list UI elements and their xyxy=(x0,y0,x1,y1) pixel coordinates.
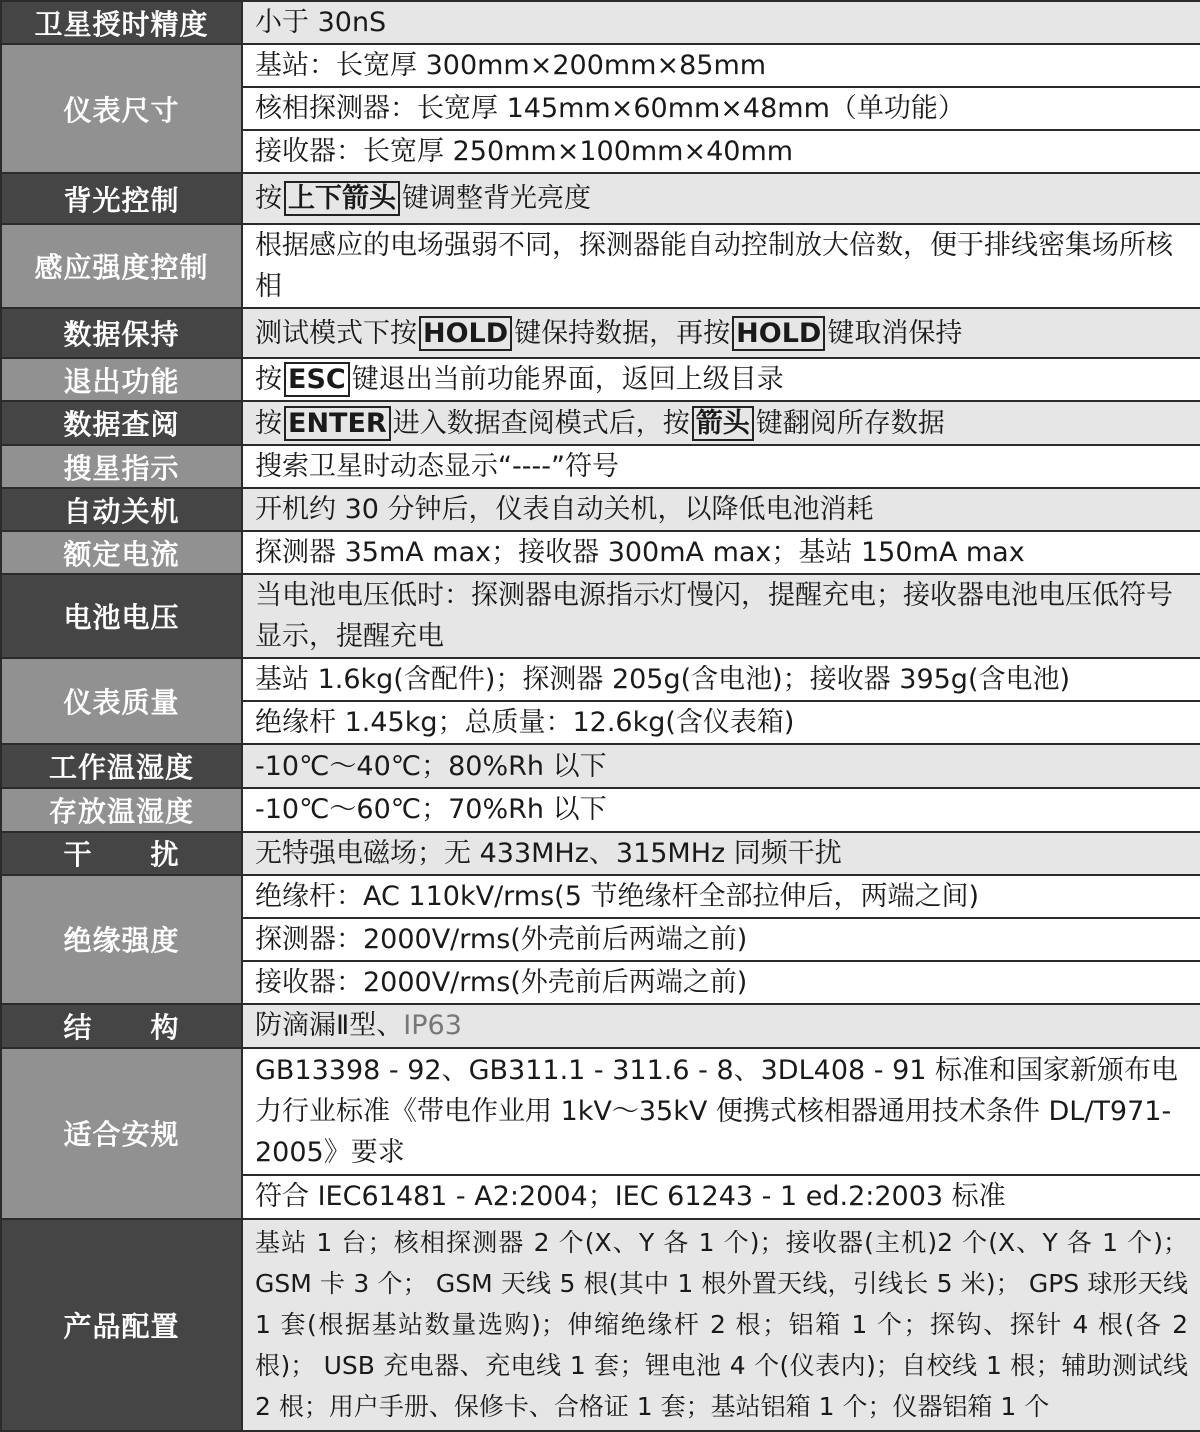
value-text: 防滴漏Ⅱ型、 xyxy=(255,1010,404,1042)
spec-table-body xyxy=(1,1,1200,1431)
spec-value xyxy=(242,1175,1200,1219)
value-text: 接收器：长宽厚 250mm×100mm×40mm xyxy=(255,136,794,168)
spec-value xyxy=(242,1048,1200,1175)
spec-value xyxy=(242,308,1200,358)
table-row xyxy=(1,358,1200,401)
table-row xyxy=(1,224,1200,308)
value-text: 键退出当前功能界面，返回上级目录 xyxy=(351,364,784,396)
spec-label: 仪表质量 xyxy=(1,658,242,744)
spec-label: 工作温湿度 xyxy=(1,744,242,788)
table-row xyxy=(1,1,1200,44)
value-text: 按 xyxy=(255,183,282,215)
table-row xyxy=(1,744,1200,788)
table-row xyxy=(1,658,1200,701)
spec-label: 适合安规 xyxy=(1,1048,242,1219)
value-text: 键取消保持 xyxy=(827,317,963,349)
spec-value xyxy=(242,832,1200,875)
value-text-grey: IP63 xyxy=(403,1010,462,1042)
table-row xyxy=(1,308,1200,358)
value-text: 接收器：2000V/rms(外壳前后两端之前) xyxy=(255,966,748,998)
spec-label: 仪表尺寸 xyxy=(1,44,242,173)
table-row xyxy=(1,531,1200,574)
spec-value xyxy=(242,918,1200,961)
table-row xyxy=(1,173,1200,224)
spec-value xyxy=(242,358,1200,401)
spec-label: 背光控制 xyxy=(1,173,242,224)
spec-value xyxy=(242,875,1200,918)
spec-label: 产品配置 xyxy=(1,1219,242,1431)
value-text: 按 xyxy=(255,407,282,439)
table-row xyxy=(1,788,1200,831)
value-text: 基站：长宽厚 300mm×200mm×85mm xyxy=(255,50,767,82)
spec-value xyxy=(242,531,1200,574)
value-text: 搜索卫星时动态显示“----”符号 xyxy=(255,451,619,483)
spec-label: 干 扰 xyxy=(1,832,242,875)
table-row xyxy=(1,875,1200,918)
key-label: HOLD xyxy=(732,316,825,351)
spec-value xyxy=(242,574,1200,658)
spec-label: 卫星授时精度 xyxy=(1,1,242,44)
value-text: 进入数据查阅模式后，按 xyxy=(392,407,690,439)
value-text: 键保持数据，再按 xyxy=(514,317,731,349)
key-label: ESC xyxy=(284,362,350,397)
spec-value xyxy=(242,224,1200,308)
value-text: 绝缘杆：AC 110kV/rms(5 节绝缘杆全部拉伸后，两端之间) xyxy=(255,880,979,912)
spec-value xyxy=(242,44,1200,87)
value-text: 基站 1.6kg(含配件)；探测器 205g(含电池)；接收器 395g(含电池) xyxy=(255,664,1071,696)
value-text: GB13398 - 92、GB311.1 - 311.6 - 8、3DL408 - 91 标准和国家新颁布电力行业标准《带电作业用 1kV～35kV 便携式核相器通用技术条件 DL/T971-2005》要求 xyxy=(255,1054,1179,1168)
value-text: 测试模式下按 xyxy=(255,317,417,349)
table-row xyxy=(1,445,1200,488)
value-text: 小于 30nS xyxy=(255,7,387,38)
value-text: 绝缘杆 1.45kg；总质量：12.6kg(含仪表箱) xyxy=(255,707,795,739)
spec-value xyxy=(242,701,1200,744)
table-row xyxy=(1,574,1200,658)
spec-value xyxy=(242,445,1200,488)
value-text: 符合 IEC61481 - A2:2004；IEC 61243 - 1 ed.2:2003 标准 xyxy=(255,1181,1006,1213)
spec-value xyxy=(242,744,1200,788)
spec-label: 结 构 xyxy=(1,1004,242,1048)
spec-label: 额定电流 xyxy=(1,531,242,574)
spec-value xyxy=(242,1004,1200,1048)
table-row xyxy=(1,401,1200,445)
table-row xyxy=(1,1048,1200,1175)
value-text: 按 xyxy=(255,364,282,396)
table-row xyxy=(1,832,1200,875)
spec-label: 搜星指示 xyxy=(1,445,242,488)
spec-value xyxy=(242,658,1200,701)
spec-value xyxy=(242,87,1200,130)
key-label: 箭头 xyxy=(692,406,754,441)
key-label: 上下箭头 xyxy=(284,181,400,216)
value-text: -10℃～60℃；70%Rh 以下 xyxy=(255,794,607,826)
table-row xyxy=(1,1219,1200,1431)
spec-value xyxy=(242,130,1200,173)
table-row xyxy=(1,1004,1200,1048)
value-text: 基站 1 台；核相探测器 2 个(X、Y 各 1 个)；接收器(主机)2 个(X、Y 各 1 个)； GSM 卡 3 个； GSM 天线 5 根(其中 1 根外置天线，引线长 5 米)； GPS 球形天线 1 套(根据基站数量选购)；伸缩绝缘杆 2 根；铝箱 1 个；探钩、探针 4 根(各 2 根)； USB 充电器、充电线 1 套；锂电池 4 个(仪表内)；自校线 1 根；辅助测试线 2 根；用户手册、保修卡、合格证 1 套；基站铝箱 1 个；仪器铝箱 1 个 xyxy=(255,1228,1188,1422)
value-text: 当电池电压低时：探测器电源指示灯慢闪，提醒充电；接收器电池电压低符号显示，提醒充电 xyxy=(255,580,1173,653)
key-label: ENTER xyxy=(284,406,391,441)
key-label: HOLD xyxy=(419,316,512,351)
spec-value xyxy=(242,488,1200,531)
spec-value xyxy=(242,1219,1200,1431)
table-row xyxy=(1,44,1200,87)
value-text: 核相探测器：长宽厚 145mm×60mm×48mm（单功能） xyxy=(255,93,965,125)
value-text: 根据感应的电场强弱不同，探测器能自动控制放大倍数，便于排线密集场所核相 xyxy=(255,230,1173,303)
value-text: 键调整背光亮度 xyxy=(402,183,591,215)
spec-value xyxy=(242,173,1200,224)
spec-label: 感应强度控制 xyxy=(1,224,242,308)
value-text: 键翻阅所存数据 xyxy=(755,407,945,439)
spec-label: 数据保持 xyxy=(1,308,242,358)
spec-value xyxy=(242,401,1200,445)
spec-label: 存放温湿度 xyxy=(1,788,242,831)
spec-label: 自动关机 xyxy=(1,488,242,531)
spec-label: 绝缘强度 xyxy=(1,875,242,1004)
value-text: 无特强电磁场；无 433MHz、315MHz 同频干扰 xyxy=(255,837,842,869)
table-row xyxy=(1,488,1200,531)
spec-value xyxy=(242,961,1200,1004)
spec-value xyxy=(242,1,1200,44)
spec-value xyxy=(242,788,1200,831)
spec-label: 数据查阅 xyxy=(1,401,242,445)
spec-label: 电池电压 xyxy=(1,574,242,658)
value-text: 开机约 30 分钟后，仪表自动关机，以降低电池消耗 xyxy=(255,494,874,526)
spec-label: 退出功能 xyxy=(1,358,242,401)
value-text: 探测器：2000V/rms(外壳前后两端之前) xyxy=(255,923,748,955)
value-text: 探测器 35mA max；接收器 300mA max；基站 150mA max xyxy=(255,537,1025,569)
value-text: -10℃～40℃；80%Rh 以下 xyxy=(255,750,607,782)
